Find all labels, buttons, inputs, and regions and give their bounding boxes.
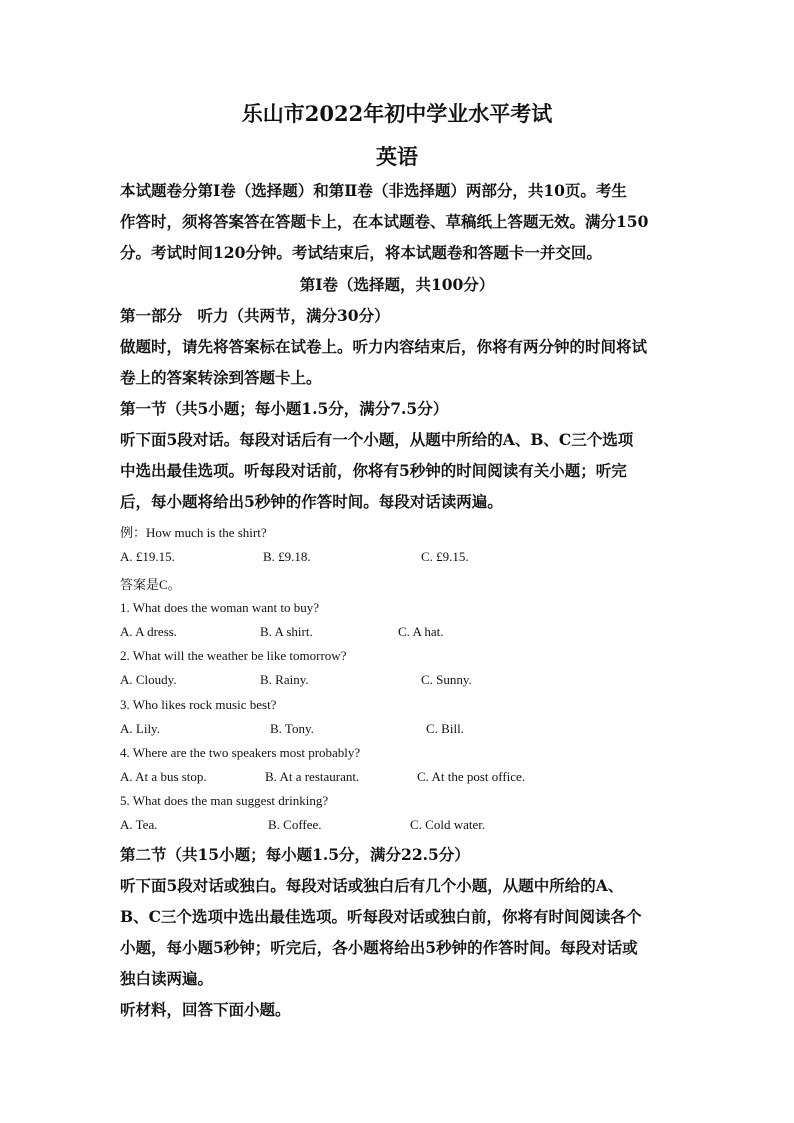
question-option-b: B. At a restaurant. — [265, 769, 360, 784]
intro-line: 分。考试时间120分钟。考试结束后，将本试题卷和答题卡一并交回。 — [120, 243, 602, 262]
example-option-a: A. £19.15. — [120, 549, 175, 564]
question-option-c: C. Bill. — [426, 721, 464, 736]
section1-instruction-line: 听下面5段对话。每段对话后有一个小题，从题中所给的A、B、C三个选项 — [120, 430, 634, 449]
question-stem: 2. What will the weather be like tomorrow? — [120, 648, 347, 663]
question-option-c: C. Cold water. — [410, 817, 486, 832]
example-answer: 答案是C。 — [120, 577, 181, 592]
question-stem: 3. Who likes rock music best? — [120, 697, 277, 712]
question-option-c: C. At the post office. — [417, 769, 526, 784]
question-option-b: B. Rainy. — [260, 672, 309, 687]
exam-title: 乐山市2022年初中学业水平考试 — [241, 101, 553, 126]
section2-heading: 第二节（共15小题；每小题1.5分，满分22.5分） — [120, 845, 470, 864]
question-option-a: A. A dress. — [120, 624, 178, 639]
question-option-a: A. At a bus stop. — [120, 769, 207, 784]
section2-instruction-line: 听下面5段对话或独白。每段对话或独白后有几个小题，从题中所给的A、 — [120, 876, 624, 895]
example-option-b: B. £9.18. — [263, 549, 311, 564]
question-option-a: A. Tea. — [120, 817, 158, 832]
section1-heading: 第一节（共5小题；每小题1.5分，满分7.5分） — [120, 399, 449, 418]
question-option-a: A. Lily. — [120, 721, 160, 736]
section1-instruction-line: 中选出最佳选项。听每段对话前，你将有5秒钟的时间阅读有关小题；听完 — [120, 461, 627, 480]
question-option-a: A. Cloudy. — [120, 672, 177, 687]
example-question: 例：How much is the shirt? — [120, 525, 267, 540]
section2-instruction-line: 小题，每小题5秒钟；听完后，各小题将给出5秒钟的作答时间。每段对话或 — [120, 938, 638, 957]
question-option-b: B. Tony. — [270, 721, 314, 736]
intro-line: 作答时，须将答案答在答题卡上，在本试题卷、草稿纸上答题无效。满分150 — [120, 212, 649, 231]
question-option-b: B. A shirt. — [260, 624, 313, 639]
volume-heading: 第Ⅰ卷（选择题，共100分） — [299, 275, 495, 294]
question-stem: 5. What does the man suggest drinking? — [120, 793, 329, 808]
section2-instruction-line: 独白读两遍。 — [120, 969, 214, 988]
section1-instruction-line: 后，每小题将给出5秒钟的作答时间。每段对话读两遍。 — [120, 492, 503, 511]
section2-instruction-line: B、C三个选项中选出最佳选项。听每段对话或独白前，你将有时间阅读各个 — [120, 907, 642, 926]
example-option-c: C. £9.15. — [421, 549, 469, 564]
question-stem: 4. Where are the two speakers most probably? — [120, 745, 361, 760]
question-option-b: B. Coffee. — [268, 817, 322, 832]
part1-instruction-line: 做题时，请先将答案标在试卷上。听力内容结束后，你将有两分钟的时间将试 — [120, 337, 648, 356]
part1-instruction-line: 卷上的答案转涂到答题卡上。 — [120, 368, 322, 387]
listening-prompt: 听材料，回答下面小题。 — [120, 1000, 291, 1019]
part1-heading: 第一部分 听力（共两节，满分30分） — [120, 306, 390, 325]
question-option-c: C. Sunny. — [421, 672, 472, 687]
exam-subject: 英语 — [376, 144, 418, 169]
question-option-c: C. A hat. — [398, 624, 444, 639]
question-stem: 1. What does the woman want to buy? — [120, 600, 320, 615]
intro-line: 本试题卷分第Ⅰ卷（选择题）和第Ⅱ卷（非选择题）两部分，共10页。考生 — [120, 181, 627, 200]
